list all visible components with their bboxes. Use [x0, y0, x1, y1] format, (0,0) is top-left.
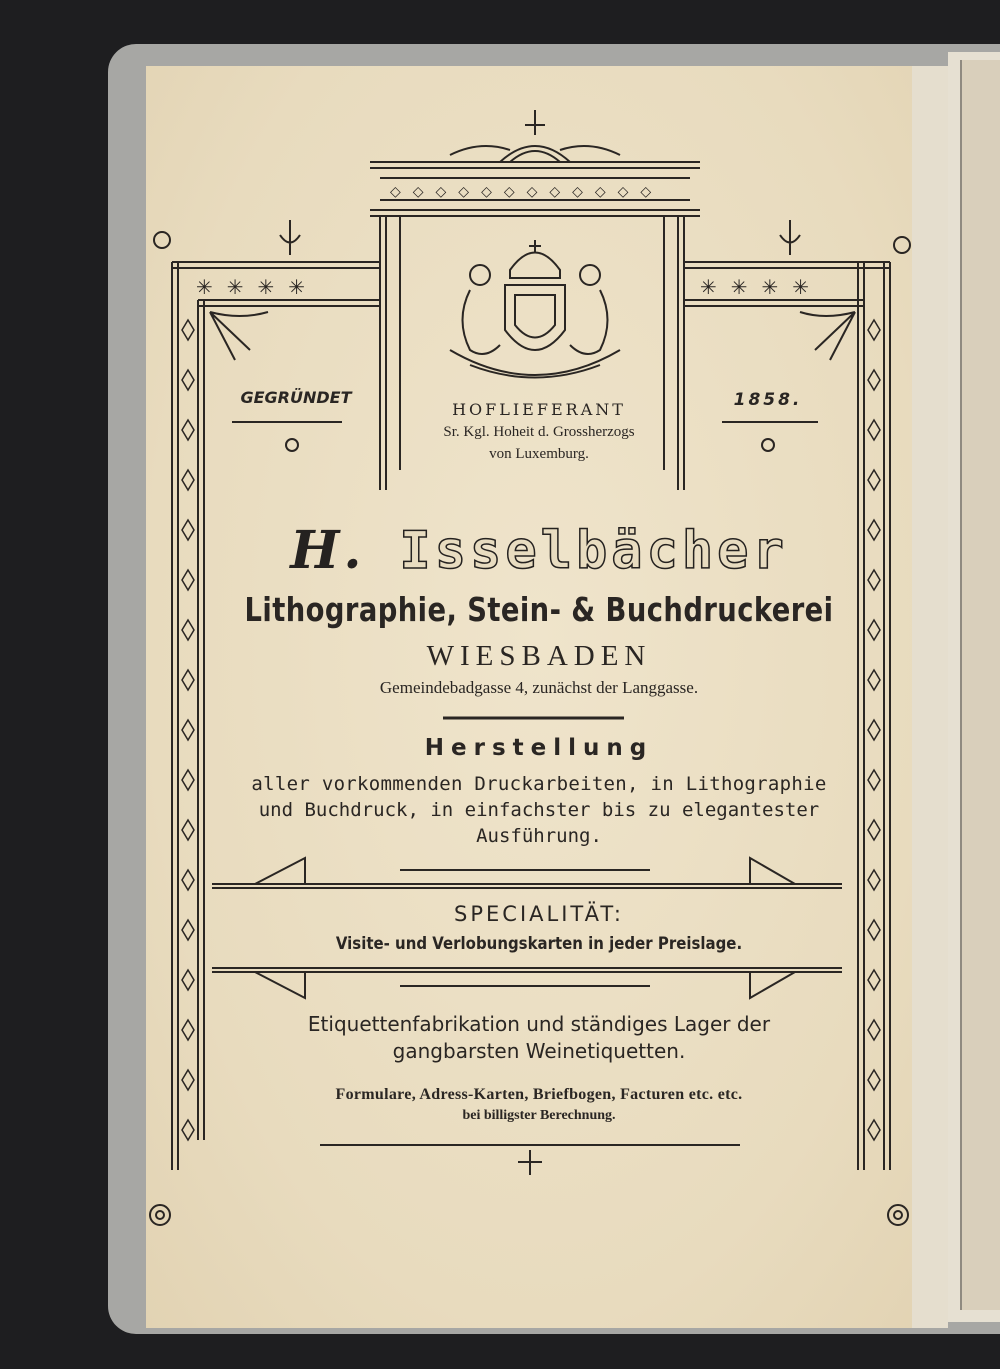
specialty-heading: SPECIALITÄT:	[454, 902, 624, 926]
founded-label: GEGRÜNDET	[240, 388, 352, 407]
firm-name	[146, 520, 932, 581]
appointment-title: HOFLIEFERANT	[452, 400, 626, 419]
labels-line-1: Etiquettenfabrikation und ständiges Lager der	[307, 1012, 771, 1036]
business-type: Lithographie, Stein- & Buchdruckerei	[244, 590, 834, 629]
production-line-3: Ausführung.	[476, 825, 602, 847]
appointment-line-2: von Luxemburg.	[489, 446, 589, 462]
city: WIESBADEN	[426, 640, 652, 672]
production-line-2: und Buchdruck, in einfachster bis zu elegantester	[258, 799, 820, 821]
svg-text:✳✳✳✳: ✳✳✳✳	[700, 275, 824, 299]
coat-of-arms-emblem	[450, 240, 620, 378]
forms-line-2: bei billigster Berechnung.	[462, 1108, 616, 1123]
svg-text:◇◇◇◇◇◇◇◇◇◇◇◇: ◇◇◇◇◇◇◇◇◇◇◇◇	[390, 184, 664, 200]
address: Gemeindebadgasse 4, zunächst der Langgasse.	[379, 678, 699, 697]
svg-text:✳✳✳✳: ✳✳✳✳	[196, 275, 320, 299]
firm-initial: H.	[290, 520, 366, 581]
appointment-line-1: Sr. Kgl. Hoheit d. Grossherzogs	[443, 424, 635, 440]
labels-line-2: gangbarsten Weinetiquetten.	[392, 1039, 686, 1063]
specialty-text: Visite- und Verlobungskarten in jeder Preislage.	[335, 934, 743, 954]
production-line-1: aller vorkommenden Druckarbeiten, in Lithographie	[251, 773, 827, 795]
production-heading: Herstellung	[424, 735, 654, 761]
forms-line-1: Formulare, Adress-Karten, Briefbogen, Facturen etc. etc.	[335, 1086, 743, 1103]
founding-year: 1858.	[733, 390, 803, 410]
firm-surname: Isselbächer	[399, 521, 788, 581]
